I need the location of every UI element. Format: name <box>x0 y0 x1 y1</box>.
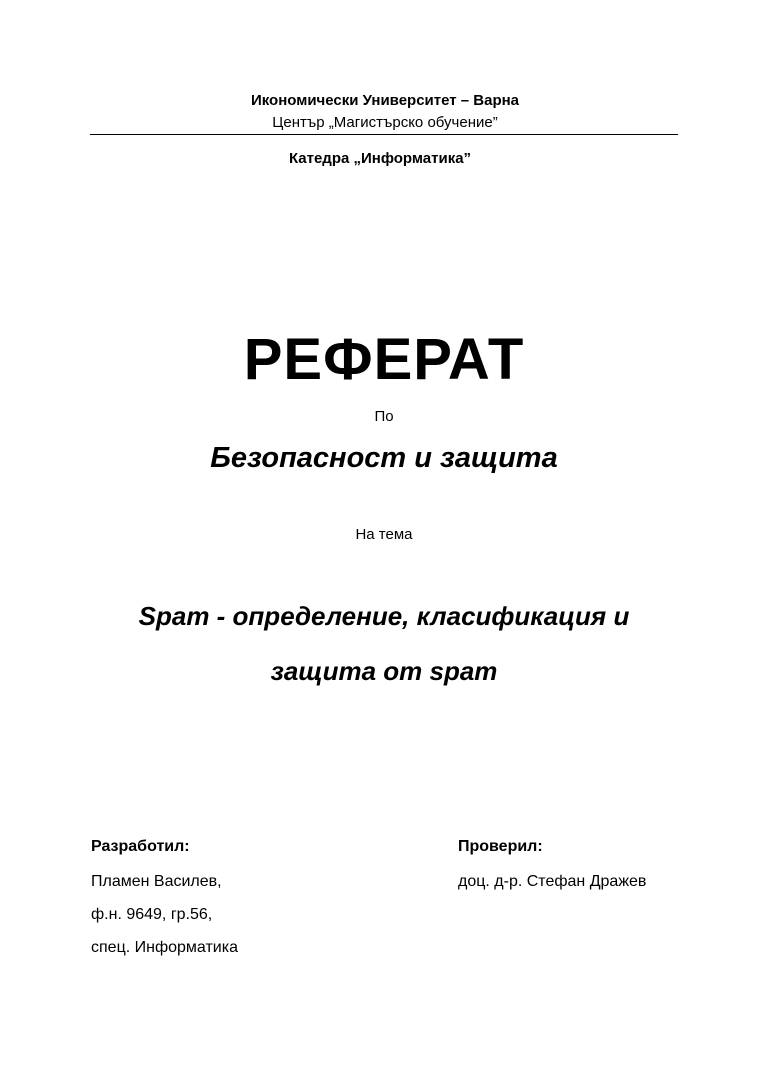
reviewer-label: Проверил: <box>458 838 543 855</box>
center-name: Център „Магистърско обучение” <box>272 114 498 131</box>
author-name: Пламен Василев, <box>91 873 222 890</box>
topic-label: На тема <box>355 526 413 543</box>
topic-line-2: защита от spam <box>270 656 498 686</box>
preposition-label: По <box>374 408 394 425</box>
university-name: Икономически Университет – Варна <box>250 92 520 109</box>
topic-line-1: Spam - определение, класификация и <box>138 601 630 631</box>
author-specialty: спец. Информатика <box>91 939 238 956</box>
department-name: Катедра „Информатика” <box>288 150 472 167</box>
author-faculty-number: ф.н. 9649, гр.56, <box>91 906 213 923</box>
header-divider <box>90 134 678 135</box>
reviewer-name: доц. д-р. Стефан Дражев <box>458 873 647 890</box>
author-label: Разработил: <box>91 838 190 855</box>
subject-title: Безопасност и защита <box>210 442 558 474</box>
document-title: РЕФЕРАТ <box>243 327 525 392</box>
